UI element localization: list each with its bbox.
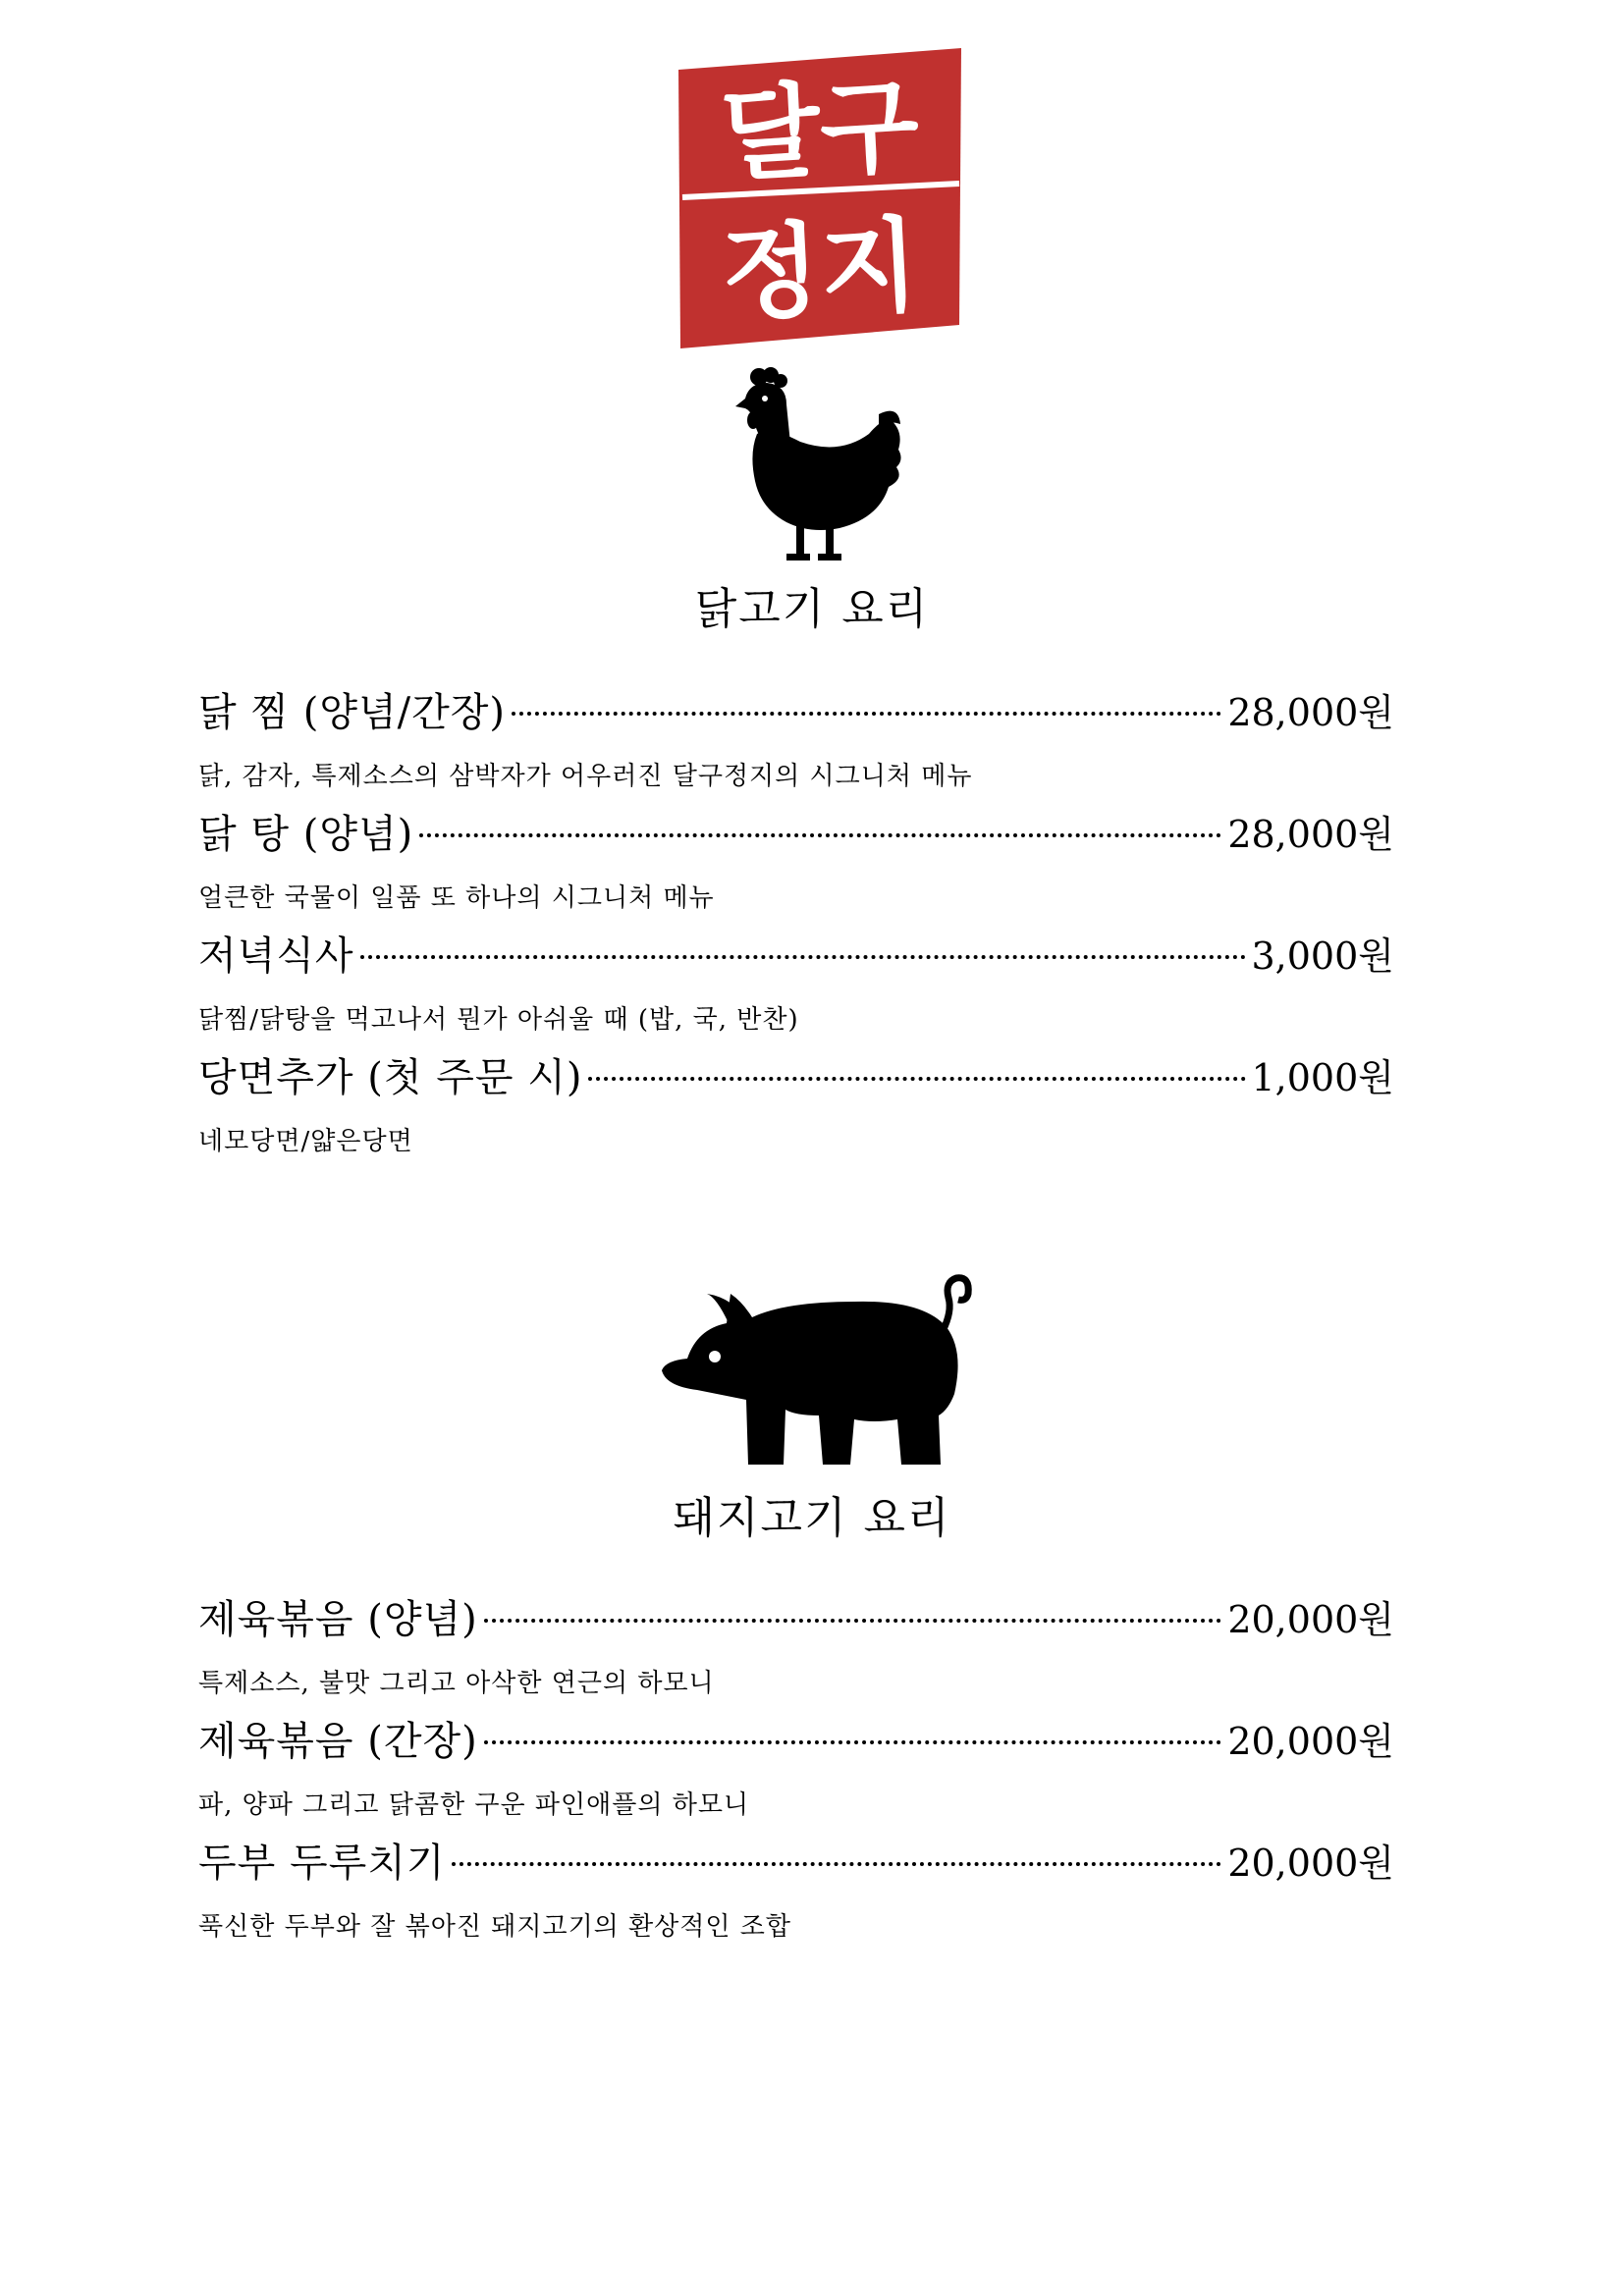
menu-item <box>198 1710 1394 1832</box>
menu-item-name: 제육볶음 (간장) <box>198 1719 478 1764</box>
menu-item <box>198 1832 1394 1953</box>
logo-line2: 정지 <box>718 204 922 336</box>
menu-item-name: 제육볶음 (양념) <box>198 1597 478 1642</box>
menu-item-description: 파, 양파 그리고 닭콤한 구운 파인애플의 하모니 <box>198 1790 750 1820</box>
menu-item <box>198 925 1394 1046</box>
restaurant-logo <box>677 48 963 348</box>
menu-item-description: 닭, 감자, 특제소스의 삼박자가 어우러진 달구정지의 시그니처 메뉴 <box>198 762 973 791</box>
leader-dots <box>484 1619 1222 1623</box>
leader-dots <box>419 833 1221 837</box>
menu-item-description: 특제소스, 불맛 그리고 아삭한 연근의 하모니 <box>198 1669 715 1698</box>
menu-item <box>198 1588 1394 1710</box>
leader-dots <box>360 955 1246 959</box>
menu-list-pork <box>198 1588 1394 1953</box>
menu-item-price: 28,000원 <box>1227 813 1394 856</box>
logo-line1: 달구 <box>718 65 922 196</box>
section-title-pork: 돼지고기 요리 <box>673 1493 951 1543</box>
menu-item-name: 닭 탕 (양념) <box>198 812 414 857</box>
menu-item-description: 푹신한 두부와 잘 볶아진 돼지고기의 환상적인 조합 <box>198 1912 792 1942</box>
pig-icon <box>658 1272 977 1470</box>
menu-item-name: 두부 두루치기 <box>198 1841 446 1886</box>
menu-item-price: 3,000원 <box>1251 934 1394 978</box>
menu-list-chicken <box>198 681 1394 1168</box>
menu-item-description: 네모당면/얇은당면 <box>198 1127 413 1156</box>
menu-item-name: 당면추가 (첫 주문 시) <box>198 1055 583 1100</box>
menu-item-name: 닭 찜 (양념/간장) <box>198 690 506 735</box>
menu-item-description: 닭찜/닭탕을 먹고나서 뭔가 아쉬울 때 (밥, 국, 반찬) <box>198 1005 799 1035</box>
menu-item-price: 20,000원 <box>1227 1720 1394 1763</box>
menu-item-price: 20,000원 <box>1227 1842 1394 1885</box>
menu-item-description: 얼큰한 국물이 일품 또 하나의 시그니처 메뉴 <box>198 883 715 913</box>
leader-dots <box>512 712 1221 716</box>
menu-item-price: 1,000원 <box>1251 1056 1394 1099</box>
menu-item <box>198 681 1394 803</box>
menu-item-name: 저녁식사 <box>198 934 354 979</box>
menu-item <box>198 1046 1394 1168</box>
section-title-chicken: 닭고기 요리 <box>694 584 930 634</box>
menu-item-price: 28,000원 <box>1227 691 1394 734</box>
leader-dots <box>484 1740 1222 1744</box>
menu-item <box>198 803 1394 925</box>
leader-dots <box>588 1077 1245 1081</box>
menu-item-price: 20,000원 <box>1227 1598 1394 1641</box>
chicken-icon <box>731 365 904 563</box>
leader-dots <box>452 1862 1222 1866</box>
